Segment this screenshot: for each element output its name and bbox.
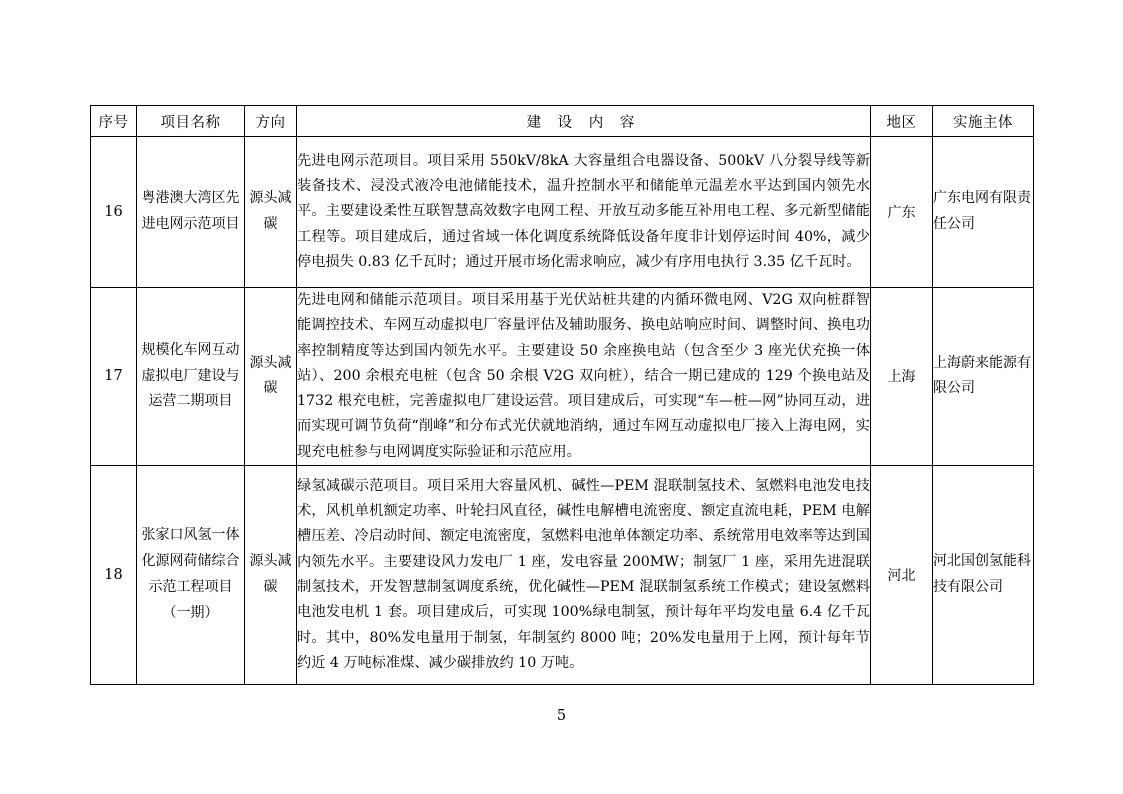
table-header-row (91, 106, 1034, 137)
row-project-name: 张家口风氢一体化源网荷储综合示范工程项目（一期） (137, 465, 245, 684)
column-header-name: 项目名称 (137, 106, 245, 137)
column-header-no: 序号 (91, 106, 137, 137)
row-direction: 源头减碳 (245, 137, 297, 288)
column-header-entity: 实施主体 (933, 106, 1034, 137)
row-entity: 河北国创氢能科技有限公司 (933, 465, 1034, 684)
row-region: 广东 (871, 137, 933, 288)
table-row (91, 288, 1034, 466)
project-list-table (90, 105, 1034, 685)
row-entity: 上海蔚来能源有限公司 (933, 288, 1034, 466)
row-no: 17 (91, 288, 137, 466)
row-content: 先进电网示范项目。项目采用 550kV/8kA 大容量组合电器设备、500kV 八分裂导线等新装备技术、浸没式液冷电池储能技术，温升控制水平和储能单元温差水平达到国内领先水平。主要建设柔性互联智慧高效数字电网工程、开放互动多能互补用电工程、多元新型储能工程等。项目建成后，通过省域一体化调度系统降低设备年度非计划停运时间 40%，减少停电损失 0.83 亿千瓦时；通过开展市场化需求响应，减少有序用电执行 3.35 亿千瓦时。 (297, 137, 871, 288)
row-entity: 广东电网有限责任公司 (933, 137, 1034, 288)
row-region: 河北 (871, 465, 933, 684)
row-no: 16 (91, 137, 137, 288)
table-row (91, 465, 1034, 684)
row-project-name: 规模化车网互动虚拟电厂建设与运营二期项目 (137, 288, 245, 466)
table-row (91, 137, 1034, 288)
row-content: 先进电网和储能示范项目。项目采用基于光伏站桩共建的内循环微电网、V2G 双向桩群智能调控技术、车网互动虚拟电厂容量评估及辅助服务、换电站响应时间、调整时间、换电功率控制精度等达到国内领先水平。主要建设 50 余座换电站（包含至少 3 座光伏充换一体站）、200 余根充电桩（包含 50 余根 V2G 双向桩），结合一期已建成的 129 个换电站及 1732 根充电桩，完善虚拟电厂建设运营。项目建成后，可实现“车—桩—网”协同互动，进而实现可调节负荷“削峰”和分布式光伏就地消纳，通过车网互动虚拟电厂接入上海电网，实现充电桩参与电网调度实际验证和示范应用。 (297, 288, 871, 466)
row-content: 绿氢减碳示范项目。项目采用大容量风机、碱性—PEM 混联制氢技术、氢燃料电池发电技术，风机单机额定功率、叶轮扫风直径，碱性电解槽电流密度、额定直流电耗，PEM 电解槽压差、冷启动时间、额定电流密度，氢燃料电池单体额定功率、系统常用电效率等达到国内领先水平。主要建设风力发电厂 1 座，发电容量 200MW；制氢厂 1 座，采用先进混联制氢技术，开发智慧制氢调度系统，优化碱性—PEM 混联制氢系统工作模式；建设氢燃料电池发电机 1 套。项目建成后，可实现 100%绿电制氢，预计每年平均发电量 6.4 亿千瓦时。其中，80%发电量用于制氢，年制氢约 8000 吨；20%发电量用于上网，预计每年节约近 4 万吨标准煤、减少碳排放约 10 万吨。 (297, 465, 871, 684)
column-header-direction: 方向 (245, 106, 297, 137)
column-header-region: 地区 (871, 106, 933, 137)
row-no: 18 (91, 465, 137, 684)
row-region: 上海 (871, 288, 933, 466)
row-direction: 源头减碳 (245, 465, 297, 684)
row-project-name: 粤港澳大湾区先进电网示范项目 (137, 137, 245, 288)
row-direction: 源头减碳 (245, 288, 297, 466)
page-number: 5 (556, 708, 567, 724)
column-header-content: 建 设 内 容 (297, 106, 871, 137)
